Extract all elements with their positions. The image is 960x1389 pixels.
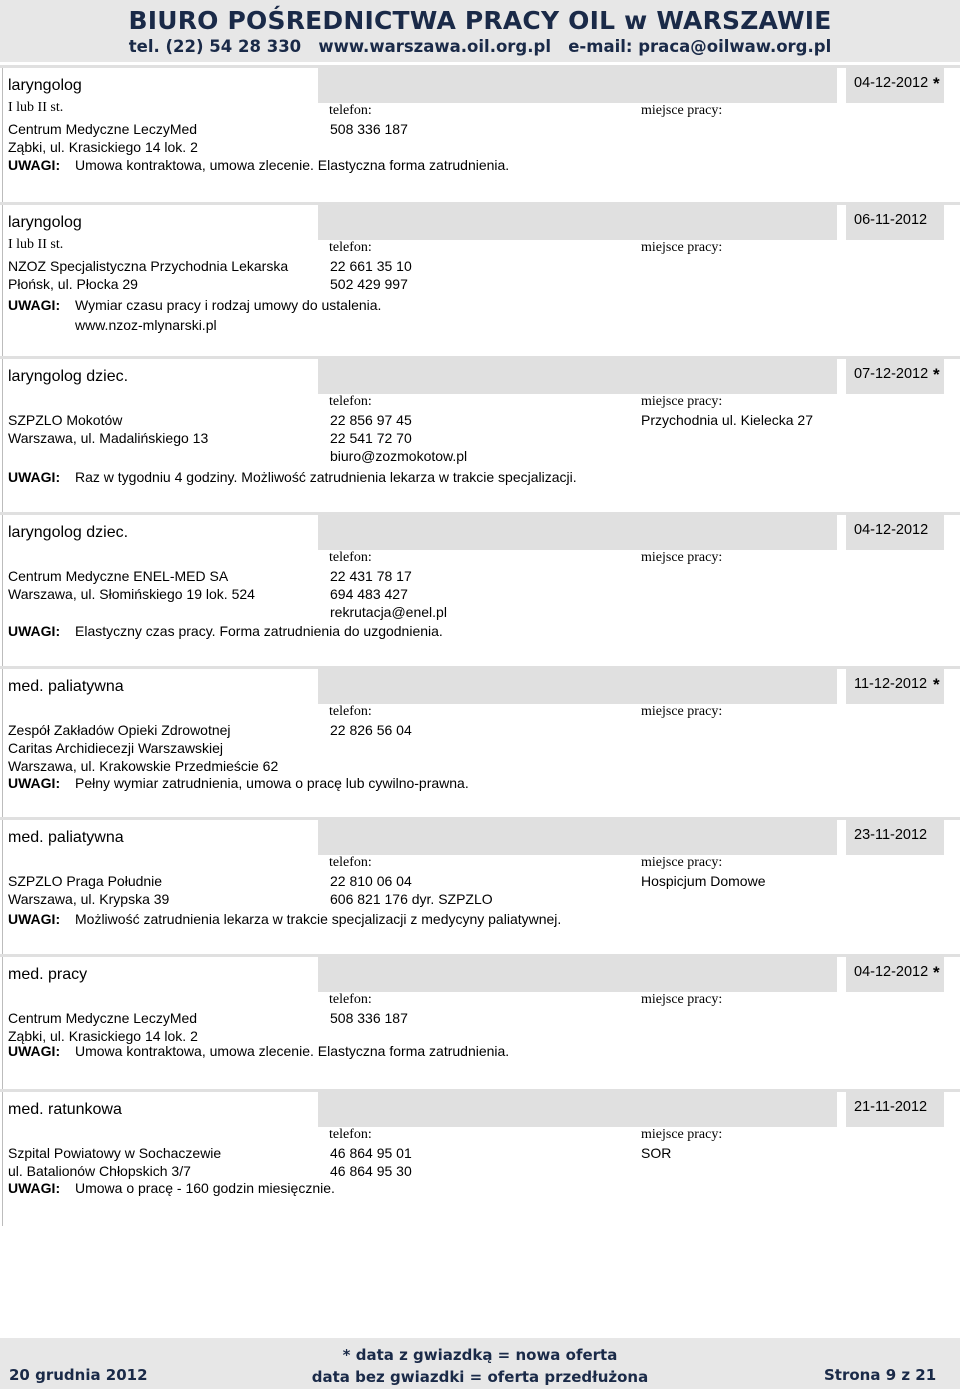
employer-line: ul. Batalionów Chłopskich 3/7 bbox=[8, 1163, 191, 1179]
job-offer bbox=[0, 1089, 960, 1226]
phone-label: telefon: bbox=[329, 1127, 372, 1142]
phone-label: telefon: bbox=[329, 394, 372, 409]
job-offer bbox=[0, 666, 960, 817]
offer-header-bar bbox=[318, 1092, 837, 1127]
employer-line: NZOZ Specjalistyczna Przychodnia Lekarska bbox=[8, 258, 289, 274]
new-offer-star-icon: * bbox=[933, 365, 940, 384]
page-header bbox=[0, 0, 960, 62]
notes-line: Pełny wymiar zatrudnienia, umowa o pracę lub cywilno-prawna. bbox=[75, 775, 469, 791]
offer-specialty: laryngolog dziec. bbox=[8, 524, 129, 541]
phone-line: 508 336 187 bbox=[330, 1010, 408, 1026]
phone-numbers bbox=[330, 721, 412, 739]
phone-line: 22 431 78 17 bbox=[330, 568, 412, 584]
offer-header-bar bbox=[318, 669, 837, 704]
employer-address bbox=[8, 120, 198, 156]
phone-line: 22 826 56 04 bbox=[330, 722, 412, 738]
notes-line: Elastyczny czas pracy. Forma zatrudnienia do uzgodnienia. bbox=[75, 623, 443, 639]
workplace-value bbox=[641, 872, 765, 890]
job-offer bbox=[0, 954, 960, 1089]
workplace-label: miejsce pracy: bbox=[641, 550, 723, 565]
offer-header-bar bbox=[318, 515, 837, 550]
employer-line: Płońsk, ul. Płocka 29 bbox=[8, 276, 138, 292]
employer-line: Centrum Medyczne ENEL-MED SA bbox=[8, 568, 229, 584]
legend-new: * data z gwiazdką = nowa oferta bbox=[342, 1346, 618, 1364]
offer-specialty: med. paliatywna bbox=[8, 678, 124, 695]
phone-line: 606 821 176 dyr. SZPZLO bbox=[330, 891, 493, 907]
phone-line: 22 661 35 10 bbox=[330, 258, 412, 274]
offer-specialty: med. paliatywna bbox=[8, 829, 124, 846]
employer-line: Warszawa, ul. Krakowskie Przedmieście 62 bbox=[8, 758, 279, 774]
offer-left-border bbox=[2, 68, 3, 202]
phone-line: biuro@zozmokotow.pl bbox=[330, 448, 468, 464]
offer-date: 11-12-2012 bbox=[854, 676, 928, 692]
employer-line: Warszawa, ul. Krypska 39 bbox=[8, 891, 170, 907]
notes-line: Umowa kontraktowa, umowa zlecenie. Elastyczna forma zatrudnienia. bbox=[75, 1043, 510, 1059]
offer-notes bbox=[75, 1042, 509, 1062]
notes-label: UWAGI: bbox=[8, 297, 61, 313]
footer-legend bbox=[0, 1344, 960, 1388]
phone-label: telefon: bbox=[329, 550, 372, 565]
phone-label: telefon: bbox=[329, 704, 372, 719]
offer-date: 04-12-2012 bbox=[854, 75, 929, 91]
offer-notes bbox=[75, 296, 381, 336]
employer-line: Centrum Medyczne LeczyMed bbox=[8, 1010, 198, 1026]
employer-address bbox=[8, 411, 208, 447]
phone-numbers bbox=[330, 872, 493, 908]
employer-line: SZPZLO Praga Południe bbox=[8, 873, 163, 889]
employer-address bbox=[8, 1144, 221, 1180]
office-contact: tel. (22) 54 28 330 www.warszawa.oil.org.pl e-mail: praca@oilwaw.org.pl bbox=[128, 37, 832, 56]
phone-line: 46 864 95 01 bbox=[330, 1145, 412, 1161]
phone-numbers bbox=[330, 1144, 412, 1180]
notes-line: Możliwość zatrudnienia lekarza w trakcie specjalizacji z medycyny paliatywnej. bbox=[75, 911, 562, 927]
offer-header-bar bbox=[318, 68, 837, 103]
employer-address bbox=[8, 872, 169, 908]
offer-left-border bbox=[2, 669, 3, 817]
phone-line: rekrutacja@enel.pl bbox=[330, 604, 447, 620]
offer-date: 21-11-2012 bbox=[854, 1099, 928, 1115]
workplace-label: miejsce pracy: bbox=[641, 1127, 723, 1142]
workplace-line: SOR bbox=[641, 1145, 672, 1161]
page-footer bbox=[0, 1338, 960, 1389]
phone-numbers bbox=[330, 411, 467, 465]
workplace-line: Hospicjum Domowe bbox=[641, 873, 766, 889]
notes-label: UWAGI: bbox=[8, 469, 61, 485]
workplace-label: miejsce pracy: bbox=[641, 855, 723, 870]
phone-label: telefon: bbox=[329, 240, 372, 255]
notes-line: Wymiar czasu pracy i rodzaj umowy do ustalenia. bbox=[75, 297, 382, 313]
offer-date: 07-12-2012 bbox=[854, 366, 929, 382]
notes-label: UWAGI: bbox=[8, 911, 61, 927]
workplace-label: miejsce pracy: bbox=[641, 992, 723, 1007]
workplace-label: miejsce pracy: bbox=[641, 103, 723, 118]
phone-line: 22 541 72 70 bbox=[330, 430, 412, 446]
offer-notes bbox=[75, 156, 509, 176]
employer-address bbox=[8, 567, 255, 603]
offer-date: 04-12-2012 bbox=[854, 522, 929, 538]
employer-line: Zespół Zakładów Opieki Zdrowotnej bbox=[8, 722, 231, 738]
phone-line: 22 856 97 45 bbox=[330, 412, 412, 428]
notes-label: UWAGI: bbox=[8, 1180, 61, 1196]
footer-date: 20 grudnia 2012 bbox=[9, 1366, 148, 1384]
offer-header-bar bbox=[318, 820, 837, 855]
offer-specialty: med. ratunkowa bbox=[8, 1101, 122, 1118]
phone-numbers bbox=[330, 257, 412, 293]
job-offer bbox=[0, 202, 960, 356]
offer-header-bar bbox=[318, 359, 837, 394]
offer-left-border bbox=[2, 515, 3, 666]
offer-notes bbox=[75, 774, 469, 794]
phone-numbers bbox=[330, 120, 408, 138]
employer-address bbox=[8, 257, 288, 293]
offer-header-bar bbox=[318, 957, 837, 992]
phone-line: 22 810 06 04 bbox=[330, 873, 412, 889]
workplace-line: Przychodnia ul. Kielecka 27 bbox=[641, 412, 813, 428]
offer-left-border bbox=[2, 1092, 3, 1226]
employer-line: Warszawa, ul. Madalińskiego 13 bbox=[8, 430, 209, 446]
offer-notes bbox=[75, 468, 577, 488]
new-offer-star-icon: * bbox=[933, 74, 940, 93]
offer-date: 06-11-2012 bbox=[854, 212, 928, 228]
phone-label: telefon: bbox=[329, 855, 372, 870]
phone-line: 46 864 95 30 bbox=[330, 1163, 412, 1179]
workplace-label: miejsce pracy: bbox=[641, 394, 723, 409]
offer-date: 04-12-2012 bbox=[854, 964, 929, 980]
new-offer-star-icon: * bbox=[933, 675, 940, 694]
offer-date: 23-11-2012 bbox=[854, 827, 928, 843]
notes-line: Umowa o pracę - 160 godzin miesięcznie. bbox=[75, 1180, 335, 1196]
phone-numbers bbox=[330, 1009, 408, 1027]
notes-label: UWAGI: bbox=[8, 157, 61, 173]
office-title: BIURO POŚREDNICTWA PRACY OIL w WARSZAWIE bbox=[128, 6, 832, 35]
offer-notes bbox=[75, 910, 561, 930]
offer-specialty: laryngolog bbox=[8, 214, 82, 231]
employer-address bbox=[8, 721, 278, 775]
employer-line: SZPZLO Mokotów bbox=[8, 412, 123, 428]
offer-notes bbox=[75, 1179, 335, 1199]
notes-line: www.nzoz-mlynarski.pl bbox=[75, 317, 217, 333]
phone-line: 502 429 997 bbox=[330, 276, 408, 292]
new-offer-star-icon: * bbox=[933, 963, 940, 982]
offer-left-border bbox=[2, 359, 3, 512]
offer-left-border bbox=[2, 957, 3, 1089]
job-offer bbox=[0, 817, 960, 954]
employer-line: Centrum Medyczne LeczyMed bbox=[8, 121, 198, 137]
workplace-label: miejsce pracy: bbox=[641, 704, 723, 719]
offer-notes bbox=[75, 622, 443, 642]
employer-line: Ząbki, ul. Krasickiego 14 lok. 2 bbox=[8, 1028, 198, 1044]
notes-label: UWAGI: bbox=[8, 775, 61, 791]
phone-label: telefon: bbox=[329, 992, 372, 1007]
notes-line: Raz w tygodniu 4 godziny. Możliwość zatrudnienia lekarza w trakcie specjalizacji. bbox=[75, 469, 577, 485]
phone-numbers bbox=[330, 567, 447, 621]
employer-line: Ząbki, ul. Krasickiego 14 lok. 2 bbox=[8, 139, 198, 155]
offer-level: I lub II st. bbox=[8, 237, 64, 252]
notes-line: Umowa kontraktowa, umowa zlecenie. Elastyczna forma zatrudnienia. bbox=[75, 157, 510, 173]
workplace-label: miejsce pracy: bbox=[641, 240, 723, 255]
offer-left-border bbox=[2, 205, 3, 356]
phone-line: 508 336 187 bbox=[330, 121, 408, 137]
job-offer bbox=[0, 356, 960, 512]
notes-label: UWAGI: bbox=[8, 623, 61, 639]
employer-line: Caritas Archidiecezji Warszawskiej bbox=[8, 740, 223, 756]
page-number: Strona 9 z 21 bbox=[824, 1366, 937, 1384]
job-offer bbox=[0, 65, 960, 202]
offer-header-bar bbox=[318, 205, 837, 240]
employer-line: Szpital Powiatowy w Sochaczewie bbox=[8, 1145, 222, 1161]
workplace-value bbox=[641, 1144, 671, 1162]
employer-address bbox=[8, 1009, 198, 1045]
offer-specialty: laryngolog bbox=[8, 77, 82, 94]
employer-line: Warszawa, ul. Słomińskiego 19 lok. 524 bbox=[8, 586, 255, 602]
offer-level: I lub II st. bbox=[8, 100, 64, 115]
phone-line: 694 483 427 bbox=[330, 586, 408, 602]
offer-specialty: med. pracy bbox=[8, 966, 88, 983]
notes-label: UWAGI: bbox=[8, 1043, 61, 1059]
offer-specialty: laryngolog dziec. bbox=[8, 368, 129, 385]
workplace-value bbox=[641, 411, 813, 429]
offer-left-border bbox=[2, 820, 3, 954]
job-offer bbox=[0, 512, 960, 666]
phone-label: telefon: bbox=[329, 103, 372, 118]
legend-extended: data bez gwiazdki = oferta przedłużona bbox=[311, 1368, 649, 1386]
